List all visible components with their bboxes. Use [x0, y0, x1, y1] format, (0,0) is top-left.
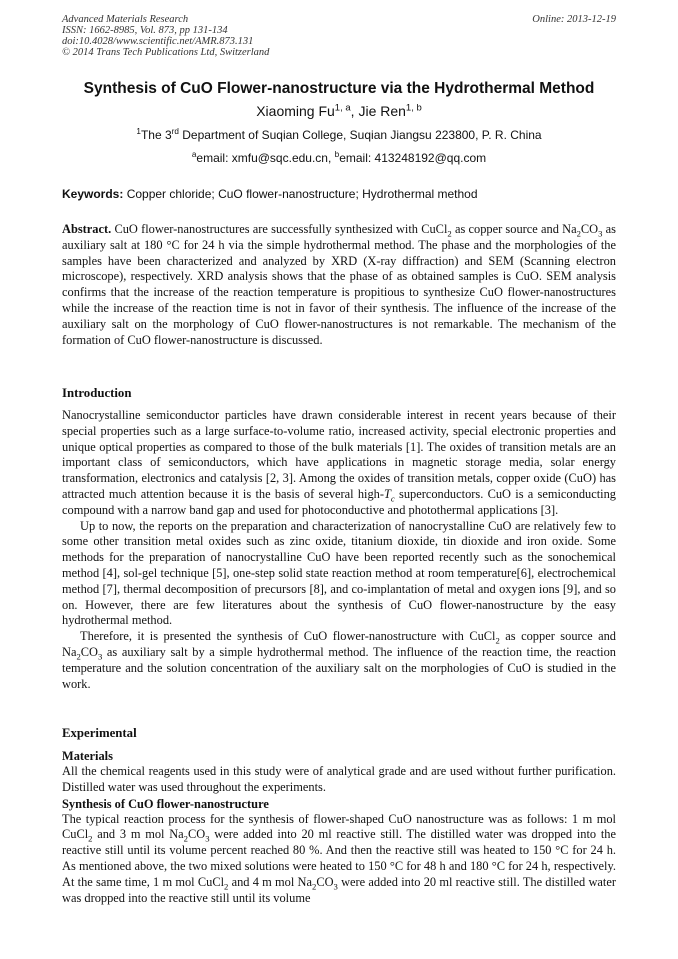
author-emails: $^a$email: xmfu@sqc.edu.cn, $^b$email: 413248192@qq.com [191, 150, 487, 165]
introduction-section [62, 385, 616, 692]
author-name: Xiaoming Fu [256, 103, 335, 119]
online-date: Online: 2013-12-19 [532, 14, 616, 25]
affiliation: $^1$The 3rd Department of Suqian College, Suqian Jiangsu 223800, P. R. China [136, 127, 542, 142]
author-affil-mark: 1, a [334, 102, 351, 114]
section-heading: Experimental [62, 726, 137, 740]
abstract-label: Abstract. [62, 222, 112, 236]
doi-link[interactable]: doi:10.4028/www.scientific.net/AMR.873.131 [62, 36, 254, 47]
keywords-text: Copper chloride; CuO flower-nanostructure; Hydrothermal method [123, 187, 478, 201]
keywords-label: Keywords: [62, 187, 124, 201]
keywords [62, 187, 616, 201]
email-link[interactable]: email: xmfu@sqc.edu.cn, [196, 151, 335, 165]
issn-line: ISSN: 1662-8985, Vol. 873, pp 131-134 [62, 25, 228, 36]
paragraph: Nanocrystalline semiconductor particles have drawn considerable interest in recent years because of their special properties such as a large surface-to-volume ratio, increased activity, special electronic properties and unique optical properties as compared to those of the bulk materials [1]. The oxides of transition metals are an important class of semiconductors, which have applications in magnetic storage media, solar energy transformation, electronics and catalysis [2, 3]. Among the oxides of transition metals, copper oxide (CuO) has attracted much attention because it is the basis of several high-$T_c$ superconductors. CuO is a semiconducting compound with a narrow band gap and used for photoconductive and photothermal applications [3]. [62, 408, 616, 517]
email-link[interactable]: email: 413248192@qq.com [339, 151, 487, 165]
paragraph: Up to now, the reports on the preparation and characterization of nanocrystalline CuO are relatively few to some other transition metal oxides such as zinc oxide, titanium dioxide, tin dioxide and iron oxide. Some methods for the preparation of nanocrystalline CuO have been reported recently such as the sonochemical method [4], sol-gel technique [5], one-step solid state reaction method at room temperature[6], electrochemical method [7], thermal decomposition of precursors [8], and co-implantation of metal and oxygen ions [9], and so on. However, there are few literatures about the synthesis of CuO flower-nanostructure by the easy hydrothermal method. [62, 518, 616, 628]
author-affil-mark: 1, b [405, 102, 422, 114]
paper-title: Synthesis of CuO Flower-nanostructure via the Hydrothermal Method [83, 80, 595, 97]
experimental-section [62, 725, 616, 906]
paragraph: Therefore, it is presented the synthesis of CuO flower-nanostructure with CuCl$_2$ as copper source and $Na_2CO_3$ as auxiliary salt by a simple hydrothermal method. The influence of the reaction time, the reaction temperature and the solution concentration of the auxiliary salt on the morphologies of CuO is studied in the work. [62, 629, 617, 691]
journal-header [62, 14, 616, 58]
paragraph: The typical reaction process for the synthesis of flower-shaped CuO nanostructure was as follows: 1 m mol CuCl$_2$ and 3 m mol $Na_2CO_3$ were added into 20 ml reactive still. The distilled water was dropped into the reactive still until its volume percent reached 80 %. And then the reactive still was heated to 150 °C for 24 h. As mentioned above, the two mixed solutions were heated to 150 °C for 48 h and 180 °C for 24 h, respectively. At the same time, 1 m mol CuCl$_2$ and 4 m mol $Na_2CO_3$ were added into 20 ml reactive still. The distilled water was dropped into the reactive still until its volume [62, 811, 617, 905]
abstract: Abstract. CuO flower-nanostructures are successfully synthesized with CuCl$_2$ as copper source and $Na_2CO_3$ as auxiliary salt at 180 °C for 24 h via the simple hydrothermal method. The phase and the morphologies of the samples have been characterized and analyzed by XRD (X-ray diffraction) and SEM (Scanning electron microscope), respectively. XRD analysis shows that the phase of as obtained samples is CuO. SEM analysis confirms that the increase of the reaction temperature is propitious to synthesize CuO flower-nanostructures while the increase of the reaction time is not in favor of their synthesis. The influence of the increase of the auxiliary salt on the morphology of CuO flower-nanostructures is not remarkable. The mechanism of the formation of CuO flower-nanostructure is discussed. [62, 222, 617, 347]
subsection-heading: Materials [62, 749, 113, 763]
journal-name: Advanced Materials Research [62, 14, 189, 25]
copyright-line: © 2014 Trans Tech Publications Ltd, Switzerland [62, 47, 270, 58]
author-list: Xiaoming Fu$^{1, a}$, Jie Ren$^{1, b}$ [256, 102, 422, 119]
section-heading: Introduction [62, 386, 132, 400]
author-name: Jie Ren [358, 103, 406, 119]
paragraph: All the chemical reagents used in this study were of analytical grade and are used without further purification. Distilled water was used throughout the experiments. [62, 764, 616, 794]
subsection-heading: Synthesis of CuO flower-nanostructure [62, 796, 269, 811]
